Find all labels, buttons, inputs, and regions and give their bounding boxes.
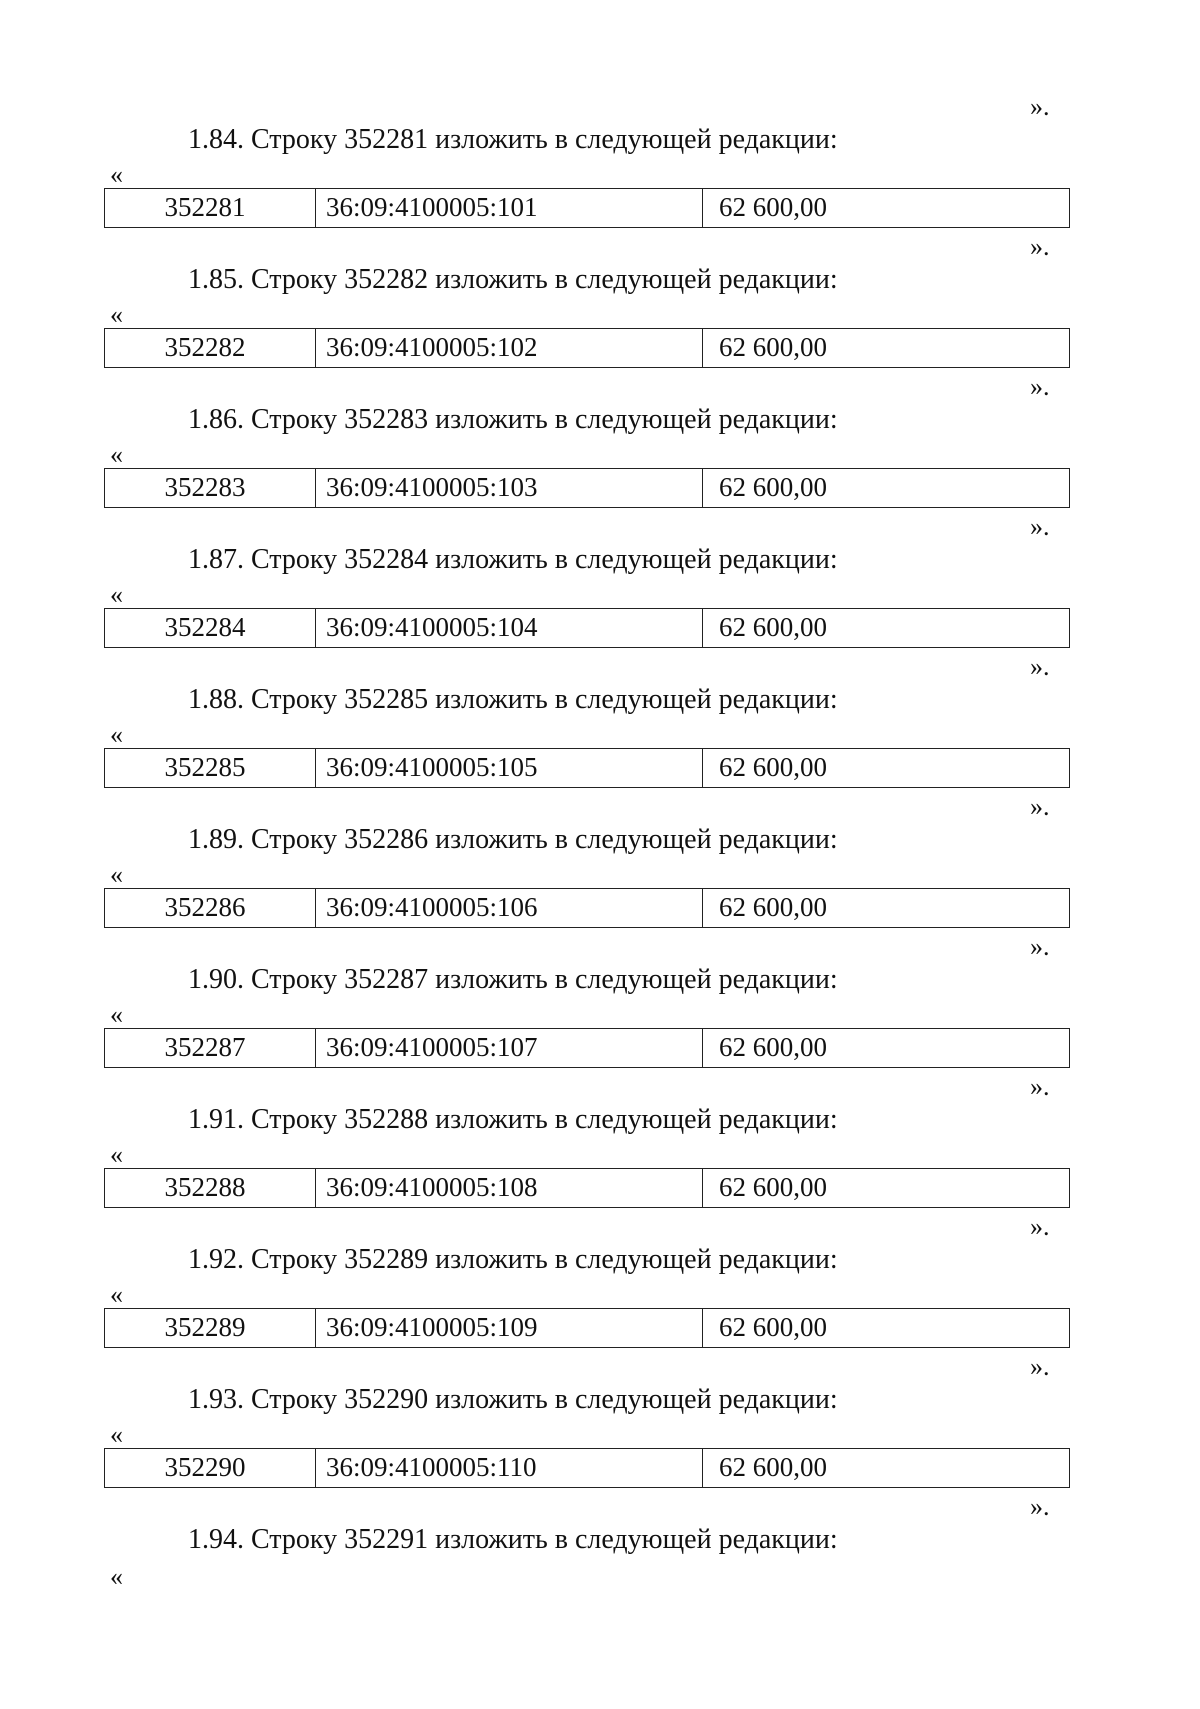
- opening-quote: «: [110, 1280, 123, 1309]
- amendment-text: 1.85. Строку 352282 изложить в следующей редакции:: [188, 264, 838, 295]
- table-row: [104, 1028, 1070, 1068]
- value-cell: 62 600,00: [719, 192, 827, 222]
- table-row: [104, 1448, 1070, 1488]
- amendment-text: 1.91. Строку 352288 изложить в следующей редакции:: [188, 1104, 838, 1135]
- value-cell: 62 600,00: [719, 1312, 827, 1342]
- closing-quote: ».: [1030, 792, 1050, 821]
- cadastral-number-cell: 36:09:4100005:106: [316, 889, 703, 927]
- cadastral-number-cell: 36:09:4100005:101: [316, 189, 703, 227]
- closing-quote: ».: [1030, 932, 1050, 961]
- row-number-cell: 352288: [105, 1169, 316, 1207]
- opening-quote: «: [110, 160, 123, 189]
- row-number-cell: 352289: [105, 1309, 316, 1347]
- row-number-cell: 352283: [105, 469, 316, 507]
- amendment-text: 1.86. Строку 352283 изложить в следующей редакции:: [188, 404, 838, 435]
- closing-quote: ».: [1030, 1072, 1050, 1101]
- value-cell: 62 600,00: [719, 892, 827, 922]
- closing-quote: ».: [1030, 1492, 1050, 1521]
- closing-quote: ».: [1030, 232, 1050, 261]
- row-number-cell: 352286: [105, 889, 316, 927]
- opening-quote: «: [110, 1140, 123, 1169]
- opening-quote: «: [110, 860, 123, 889]
- closing-quote: ».: [1030, 1212, 1050, 1241]
- amendment-text: 1.93. Строку 352290 изложить в следующей редакции:: [188, 1384, 838, 1415]
- row-number-cell: 352287: [105, 1029, 316, 1067]
- cadastral-number-cell: 36:09:4100005:109: [316, 1309, 703, 1347]
- value-cell: 62 600,00: [719, 1452, 827, 1482]
- opening-quote: «: [110, 440, 123, 469]
- row-number-cell: 352290: [105, 1449, 316, 1487]
- amendment-text: 1.89. Строку 352286 изложить в следующей редакции:: [188, 824, 838, 855]
- value-cell: 62 600,00: [719, 1032, 827, 1062]
- closing-quote: ».: [1030, 652, 1050, 681]
- table-row: [104, 188, 1070, 228]
- cadastral-number-cell: 36:09:4100005:107: [316, 1029, 703, 1067]
- opening-quote: «: [110, 1562, 123, 1591]
- value-cell: 62 600,00: [719, 612, 827, 642]
- cadastral-number-cell: 36:09:4100005:108: [316, 1169, 703, 1207]
- row-number-cell: 352285: [105, 749, 316, 787]
- opening-quote: «: [110, 300, 123, 329]
- value-cell: 62 600,00: [719, 752, 827, 782]
- value-cell: 62 600,00: [719, 1172, 827, 1202]
- row-number-cell: 352282: [105, 329, 316, 367]
- cadastral-number-cell: 36:09:4100005:104: [316, 609, 703, 647]
- row-number-cell: 352284: [105, 609, 316, 647]
- opening-quote: «: [110, 1420, 123, 1449]
- opening-quote: «: [110, 720, 123, 749]
- closing-quote: ».: [1030, 372, 1050, 401]
- cadastral-number-cell: 36:09:4100005:110: [316, 1449, 703, 1487]
- amendment-text: 1.88. Строку 352285 изложить в следующей редакции:: [188, 684, 838, 715]
- table-row: [104, 748, 1070, 788]
- closing-quote: ».: [1030, 92, 1050, 121]
- amendment-text: 1.92. Строку 352289 изложить в следующей редакции:: [188, 1244, 838, 1275]
- amendment-text: 1.90. Строку 352287 изложить в следующей редакции:: [188, 964, 838, 995]
- closing-quote: ».: [1030, 1352, 1050, 1381]
- value-cell: 62 600,00: [719, 472, 827, 502]
- table-row: [104, 1168, 1070, 1208]
- table-row: [104, 328, 1070, 368]
- cadastral-number-cell: 36:09:4100005:103: [316, 469, 703, 507]
- value-cell: 62 600,00: [719, 332, 827, 362]
- cadastral-number-cell: 36:09:4100005:102: [316, 329, 703, 367]
- amendment-text: 1.84. Строку 352281 изложить в следующей редакции:: [188, 124, 838, 155]
- table-row: [104, 1308, 1070, 1348]
- table-row: [104, 468, 1070, 508]
- opening-quote: «: [110, 580, 123, 609]
- closing-quote: ».: [1030, 512, 1050, 541]
- opening-quote: «: [110, 1000, 123, 1029]
- amendment-text: 1.94. Строку 352291 изложить в следующей редакции:: [188, 1524, 838, 1555]
- table-row: [104, 888, 1070, 928]
- amendment-text: 1.87. Строку 352284 изложить в следующей редакции:: [188, 544, 838, 575]
- row-number-cell: 352281: [105, 189, 316, 227]
- cadastral-number-cell: 36:09:4100005:105: [316, 749, 703, 787]
- table-row: [104, 608, 1070, 648]
